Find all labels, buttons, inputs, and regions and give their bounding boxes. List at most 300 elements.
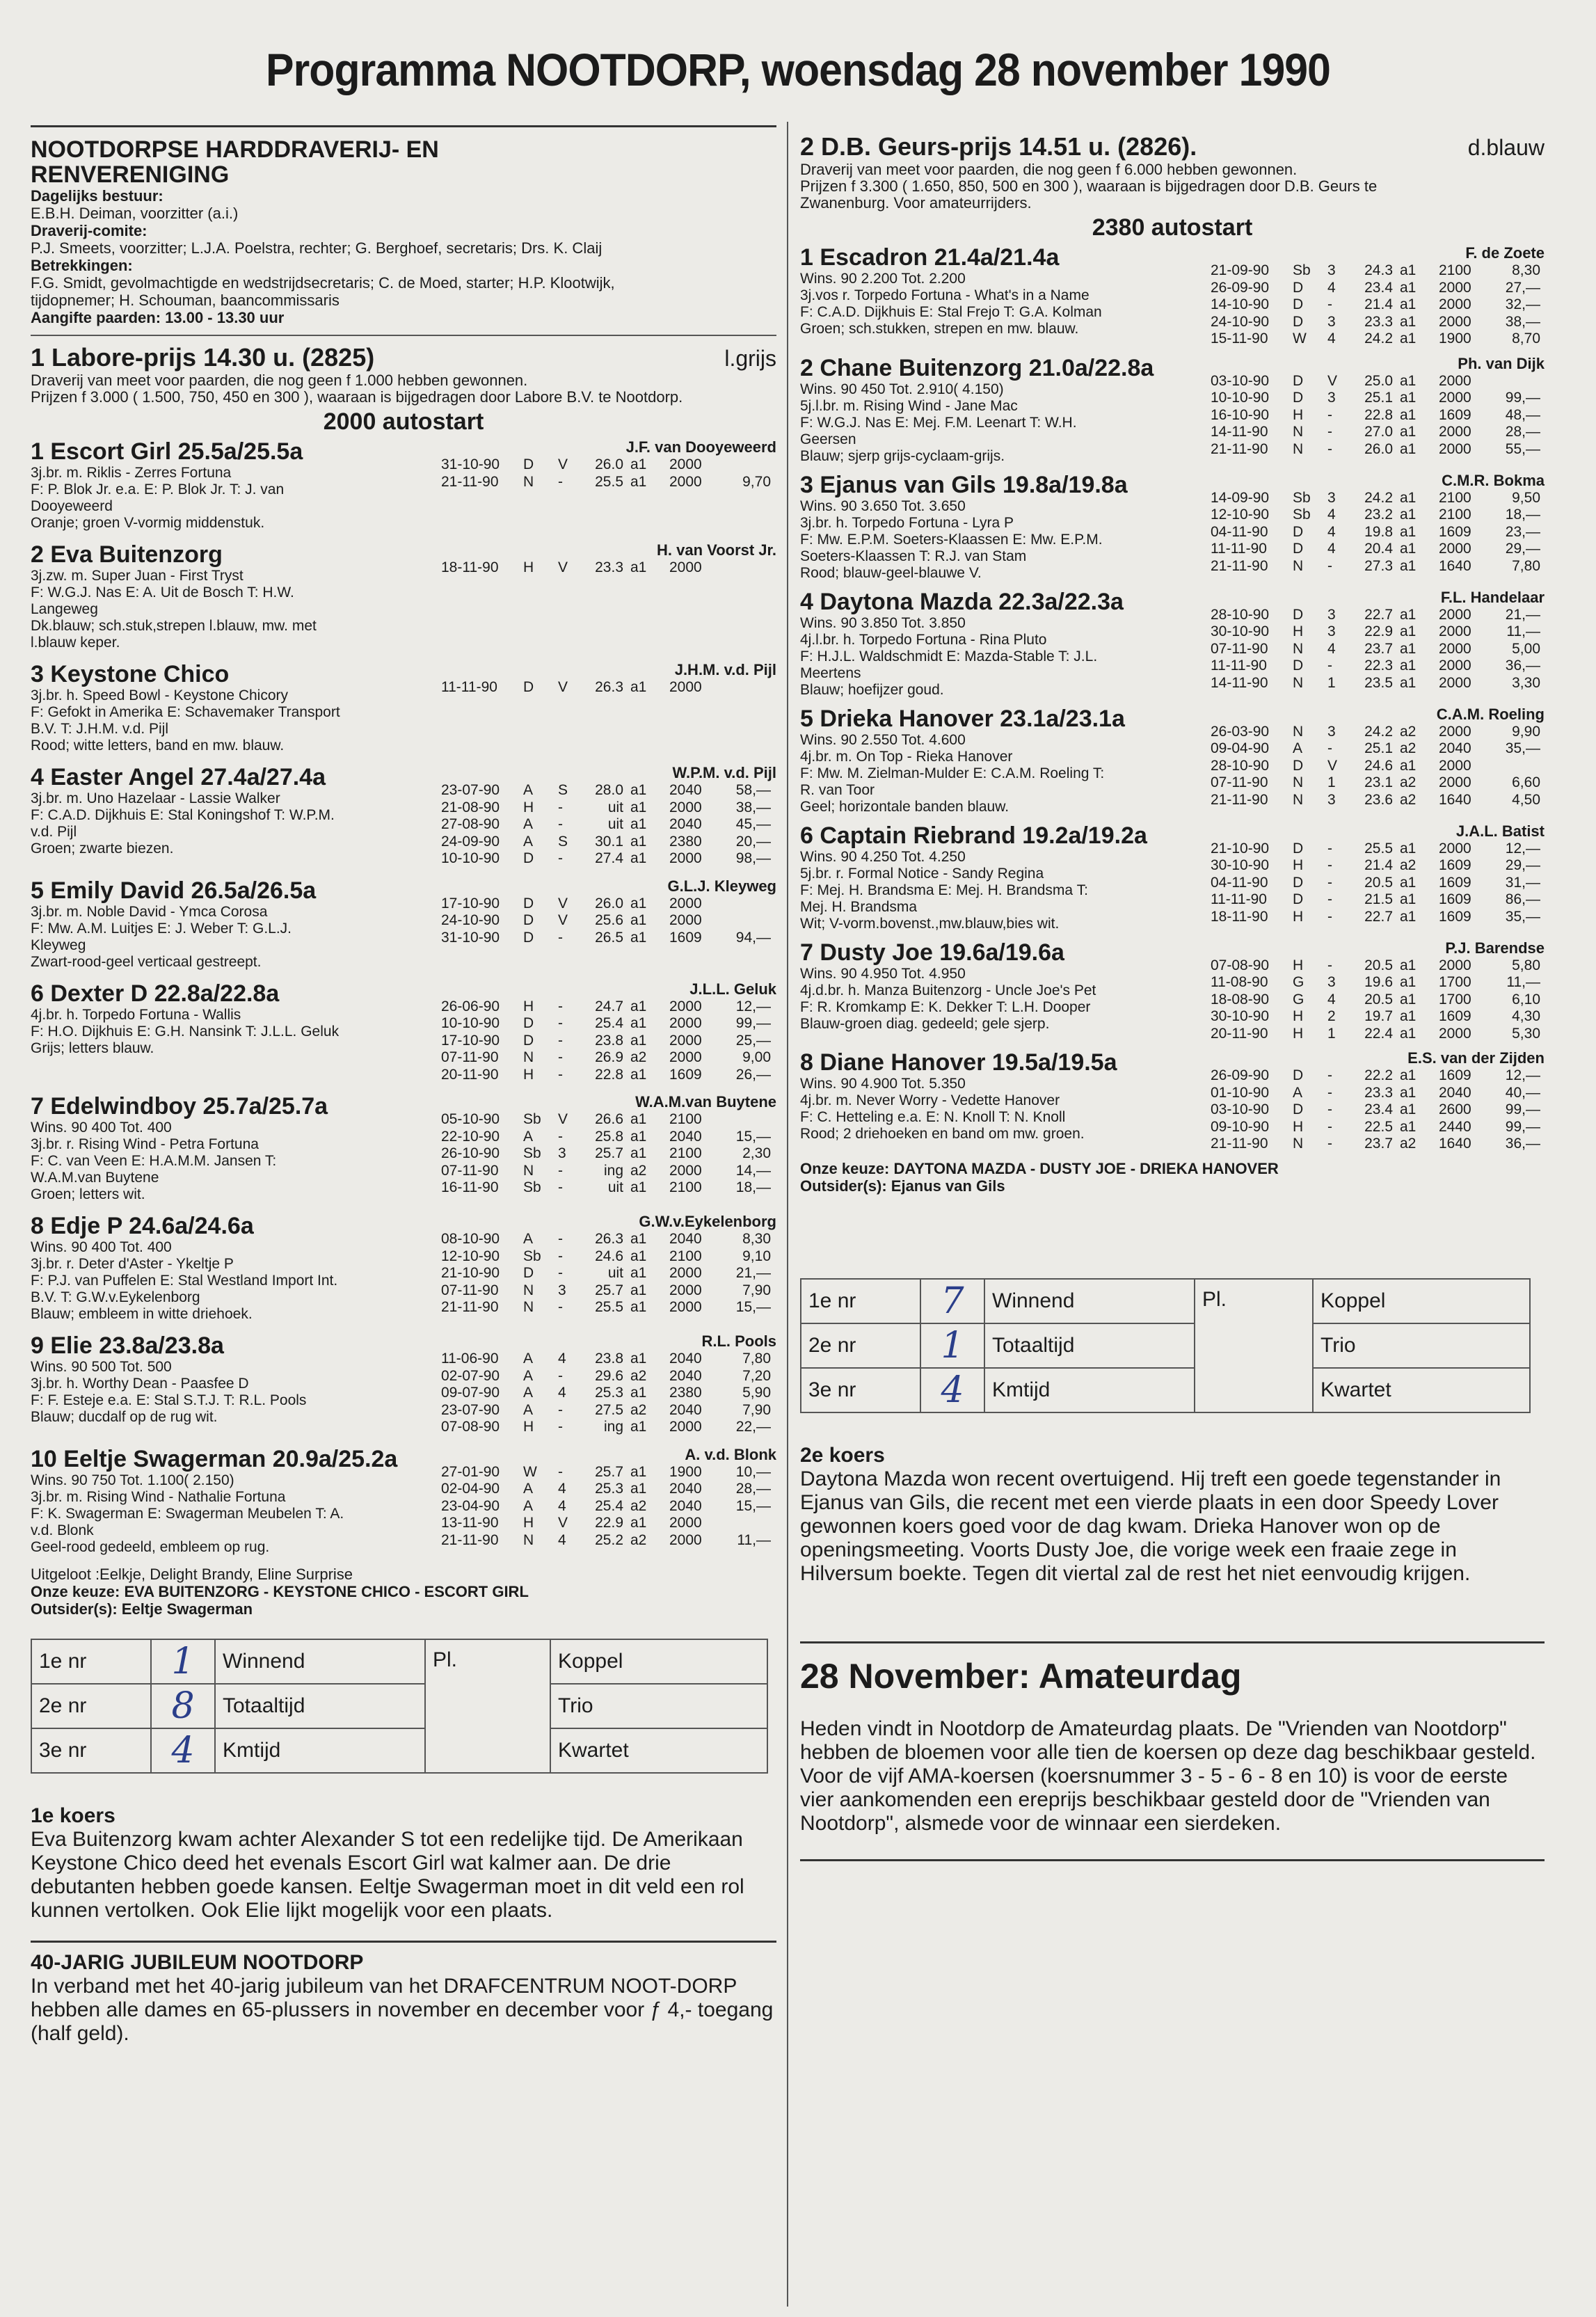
performance-cell: 17-10-90 — [441, 1032, 500, 1049]
performance-cell: 24.3 — [1364, 262, 1393, 278]
position-label: 2e nr — [31, 1684, 151, 1728]
performance-cell: 36,— — [1505, 1136, 1540, 1152]
performance-row — [1211, 407, 1545, 424]
performance-cell: 25.7 — [595, 1282, 623, 1298]
performance-row — [441, 850, 776, 868]
performance-cell: 38,— — [1505, 313, 1540, 330]
horse-entry — [800, 1049, 1545, 1153]
performance-cell: D — [1293, 372, 1304, 389]
performance-cell: 1640 — [1439, 1136, 1471, 1152]
performance-cell: a1 — [630, 1111, 647, 1127]
performance-cell: S — [558, 833, 568, 850]
horse-detail: F: W.G.J. Nas E: A. Uit de Bosch T: H.W. — [31, 584, 294, 600]
race-header — [31, 343, 776, 372]
performance-cell: 22-10-90 — [441, 1128, 500, 1145]
performance-cell: 22.7 — [1364, 908, 1393, 925]
performance-cell: a1 — [1400, 507, 1417, 523]
performance-cell: a2 — [1400, 774, 1417, 790]
performance-cell: 2000 — [669, 799, 702, 815]
performance-cell: a1 — [630, 1066, 647, 1083]
performance-cell: 4 — [1327, 523, 1336, 540]
performance-cell: 25.7 — [595, 1145, 623, 1161]
performance-cell: 08-10-90 — [441, 1231, 500, 1247]
horse-detail: Rood; witte letters, band en mw. blauw. — [31, 738, 285, 754]
performance-cell: 11-11-90 — [1211, 541, 1267, 557]
performance-cell: 26-03-90 — [1211, 723, 1270, 740]
performance-cell: 22.8 — [595, 1066, 623, 1083]
performance-cell: D — [523, 895, 534, 911]
performance-cell: 25.1 — [1364, 740, 1393, 756]
performance-row — [1211, 1008, 1545, 1026]
performance-cell: a1 — [1400, 372, 1417, 389]
performance-cell: a1 — [1400, 489, 1417, 506]
performance-row — [1211, 296, 1545, 314]
performance-cell: 3 — [1327, 623, 1336, 639]
performance-cell: 1609 — [669, 1066, 702, 1083]
performance-cell: uit — [607, 1179, 623, 1195]
performance-row — [441, 456, 776, 474]
performance-cell — [721, 895, 771, 913]
performance-cell: 99,— — [735, 1015, 771, 1031]
onze-keuze: Onze keuze: DAYTONA MAZDA - DUSTY JOE - DRIEKA HANOVER — [800, 1159, 1279, 1177]
performance-cell: - — [558, 1032, 563, 1049]
performance-cell: H — [1293, 1118, 1304, 1135]
performance-cell: a1 — [630, 1385, 647, 1401]
horse-name: 10 Eeltje Swagerman 20.9a/25.2a — [31, 1445, 398, 1472]
horse-detail: W.A.M.van Buytene — [31, 1170, 159, 1186]
performance-row — [441, 799, 776, 817]
performance-row — [441, 834, 776, 851]
performance-cell: V — [558, 559, 568, 575]
rule — [800, 1859, 1545, 1861]
race-1-extra — [31, 1566, 776, 1618]
trainer-name: J.A.L. Batist — [1455, 822, 1545, 840]
performance-cell: 1609 — [1439, 1067, 1471, 1083]
pick-table-race-1 — [31, 1639, 768, 1774]
performance-cell: 8,30 — [742, 1231, 771, 1247]
performance-cell: 27.0 — [1364, 424, 1393, 440]
trainer-name: G.W.v.Eykelenborg — [639, 1213, 776, 1230]
performance-cell: 48,— — [1505, 406, 1540, 423]
horse-performances — [1211, 1049, 1545, 1153]
performance-cell: 23-07-90 — [441, 1401, 500, 1418]
horse-detail: Blauw; embleem in witte driehoek. — [31, 1306, 253, 1322]
performance-cell: 2380 — [669, 833, 702, 850]
performance-cell: 38,— — [735, 799, 771, 815]
performance-row — [1211, 441, 1545, 459]
performance-cell: 2040 — [669, 1351, 702, 1367]
performance-cell: A — [1293, 740, 1303, 756]
performance-cell: 14,— — [735, 1162, 771, 1179]
performance-cell: N — [1293, 640, 1304, 657]
performance-cell: 9,50 — [1512, 489, 1540, 506]
horse-detail: Zwart-rood-geel verticaal gestreept. — [31, 953, 262, 970]
performance-cell: 21-11-90 — [441, 1531, 499, 1548]
performance-row — [1211, 792, 1545, 809]
horse-detail: Groen; zwarte biezen. — [31, 841, 174, 857]
performance-cell: H — [523, 1066, 534, 1083]
pick-row — [801, 1323, 1530, 1368]
performance-cell: 25.3 — [595, 1385, 623, 1401]
performance-row — [441, 895, 776, 913]
horse-detail: Meertens — [800, 664, 861, 681]
performance-row — [441, 1419, 776, 1436]
performance-cell: 15-11-90 — [1211, 331, 1268, 347]
performance-cell: 11-06-90 — [441, 1351, 499, 1367]
jubileum-heading: 40-JARIG JUBILEUM NOOTDORP — [31, 1950, 364, 1974]
performance-cell: 26.6 — [595, 1111, 623, 1127]
koers2-section — [800, 1444, 1545, 1586]
performance-cell: 13-11-90 — [441, 1515, 499, 1531]
performance-cell: N — [523, 1299, 534, 1315]
performance-cell: 2100 — [669, 1111, 702, 1127]
jubileum-text: In verband met het 40-jarig jubileum van het DRAFCENTRUM NOOT-DORP hebben alle dames en 65-plussers in november en december voor ƒ 4,- toegang (half geld). — [31, 1974, 774, 2045]
performance-cell: 18,— — [1505, 507, 1540, 523]
outsider: Outsider(s): Ejanus van Gils — [800, 1177, 1005, 1195]
performance-cell — [721, 679, 771, 696]
performance-cell: a2 — [630, 1049, 647, 1065]
performance-row — [441, 1464, 776, 1481]
performance-cell: - — [558, 1463, 563, 1480]
horse-info — [31, 541, 441, 651]
performance-cell: 07-11-90 — [1211, 640, 1268, 657]
performance-cell: 11-08-90 — [1211, 974, 1268, 990]
trainer-name: J.L.L. Geluk — [689, 980, 776, 998]
performance-cell: N — [1293, 1136, 1304, 1152]
performance-cell: a1 — [1400, 640, 1417, 657]
performance-cell: V — [558, 912, 568, 928]
performance-cell: 10-10-90 — [441, 1015, 500, 1031]
performance-cell: - — [1327, 1118, 1332, 1135]
horse-entry — [31, 541, 776, 651]
performance-cell: 2000 — [1439, 424, 1471, 440]
performance-cell: a1 — [1400, 957, 1417, 973]
performance-cell: 24.6 — [595, 1248, 623, 1264]
performance-cell: 23.3 — [1364, 313, 1393, 330]
performance-cell: - — [1327, 874, 1332, 891]
performance-cell: - — [558, 1049, 563, 1065]
performance-cell: 26.0 — [595, 456, 623, 472]
horse-detail: F: Mw. A.M. Luitjes E: J. Weber T: G.L.J. — [31, 920, 292, 937]
performance-cell: 1700 — [1439, 974, 1471, 990]
performance-cell: a1 — [630, 1282, 647, 1298]
performance-cell: 94,— — [735, 929, 771, 946]
performance-cell: 21-09-90 — [1211, 262, 1270, 278]
performance-cell: 12,— — [1505, 840, 1540, 857]
performance-row — [441, 782, 776, 799]
horse-performances — [441, 1446, 776, 1556]
performance-cell: 26.0 — [1364, 440, 1393, 457]
horse-info — [800, 822, 1211, 932]
trainer-name: H. van Voorst Jr. — [657, 541, 776, 559]
performance-cell: 2000 — [669, 1531, 702, 1548]
performance-cell: V — [1327, 757, 1338, 774]
org-line — [31, 239, 776, 257]
performance-row — [441, 1248, 776, 1266]
performance-cell: a1 — [1400, 908, 1417, 925]
horse-detail: Kleyweg — [31, 937, 86, 953]
performance-cell: V — [1327, 372, 1338, 389]
performance-cell: 2000 — [669, 895, 702, 911]
performance-cell: 24-09-90 — [441, 833, 500, 850]
performance-cell: - — [1327, 296, 1332, 312]
performance-cell: 07-11-90 — [441, 1049, 499, 1065]
horse-detail: F: Mej. H. Brandsma E: Mej. H. Brandsma T: — [800, 882, 1088, 898]
performance-cell: a1 — [630, 1515, 647, 1531]
performance-cell: a2 — [1400, 857, 1417, 873]
performance-cell: 2100 — [1439, 262, 1471, 278]
performance-cell: D — [1293, 658, 1304, 674]
performance-cell: 4 — [1327, 331, 1336, 347]
performance-cell: A — [523, 1481, 534, 1497]
horse-info — [31, 438, 441, 532]
performance-cell: 23.1 — [1364, 774, 1393, 790]
performance-row — [441, 912, 776, 930]
performance-row — [1211, 724, 1545, 741]
horse-info — [800, 472, 1211, 582]
performance-cell: H — [523, 559, 534, 575]
performance-row — [441, 1145, 776, 1163]
horse-info — [31, 661, 441, 754]
performance-cell: S — [558, 782, 568, 798]
performance-cell: a1 — [630, 1265, 647, 1281]
bet-type: Winnend — [984, 1279, 1195, 1323]
performance-cell: - — [1327, 840, 1332, 857]
performance-row — [441, 816, 776, 834]
performance-cell: a1 — [630, 912, 647, 928]
performance-row — [441, 1402, 776, 1419]
performance-cell: A — [1293, 1084, 1303, 1101]
performance-row — [441, 1163, 776, 1180]
horse-detail: 3j.vos r. Torpedo Fortuna - What's in a Name — [800, 287, 1090, 303]
horse-info — [800, 244, 1211, 348]
org-line — [31, 222, 776, 239]
performance-cell: 23,— — [1505, 523, 1540, 540]
performance-cell: 07-11-90 — [441, 1282, 499, 1298]
top-rule — [31, 125, 776, 127]
performance-cell: A — [523, 1401, 534, 1418]
performance-row — [441, 1282, 776, 1300]
performance-cell: 17-10-90 — [441, 895, 500, 911]
horse-performances — [441, 1093, 776, 1203]
performance-cell: 4 — [558, 1385, 566, 1401]
bet-type: Kwartet — [550, 1728, 767, 1773]
performance-cell: 4,30 — [1512, 1008, 1540, 1024]
performance-cell: H — [1293, 857, 1304, 873]
horse-detail: 5j.br. r. Formal Notice - Sandy Regina — [800, 865, 1044, 882]
place-label: Pl. — [425, 1639, 550, 1773]
performance-row — [441, 1129, 776, 1146]
position-label: 1e nr — [801, 1279, 920, 1323]
performance-cell: 11-11-90 — [1211, 658, 1267, 674]
performance-cell: 32,— — [1505, 296, 1540, 312]
performance-cell: 26.3 — [595, 1231, 623, 1247]
performance-cell: A — [523, 1351, 534, 1367]
performance-row — [1211, 262, 1545, 280]
performance-cell: a1 — [630, 1231, 647, 1247]
horse-entry — [800, 589, 1545, 699]
performance-cell: - — [558, 1066, 563, 1083]
performance-cell: a1 — [630, 799, 647, 815]
performance-cell: 1609 — [1439, 523, 1471, 540]
horse-performances — [1211, 244, 1545, 348]
horse-entry — [31, 661, 776, 754]
performance-cell: 23.2 — [1364, 507, 1393, 523]
horse-performances — [441, 541, 776, 651]
performance-cell: Sb — [523, 1145, 541, 1161]
performance-cell: 9,00 — [742, 1049, 771, 1065]
performance-cell: 07-11-90 — [1211, 774, 1268, 790]
performance-row — [441, 1049, 776, 1067]
performance-cell: - — [1327, 908, 1332, 925]
trainer-name: R.L. Pools — [701, 1332, 776, 1350]
performance-cell: a1 — [630, 1463, 647, 1480]
performance-cell: - — [1327, 740, 1332, 756]
performance-cell: a1 — [630, 1248, 647, 1264]
performance-cell: A — [523, 1367, 534, 1384]
performance-cell: a1 — [630, 1299, 647, 1315]
horse-detail: 3j.br. r. Deter d'Aster - Ykeltje P — [31, 1256, 234, 1272]
performance-cell: - — [1327, 424, 1332, 440]
performance-cell: D — [523, 1032, 534, 1049]
performance-cell: a1 — [1400, 623, 1417, 639]
left-column — [31, 125, 776, 2046]
performance-cell: 29,— — [1505, 857, 1540, 873]
performance-cell: a1 — [1400, 991, 1417, 1008]
horse-name: 5 Drieka Hanover 23.1a/23.1a — [800, 705, 1125, 732]
performance-cell: 9,10 — [742, 1248, 771, 1264]
performance-cell: 21-11-90 — [1211, 440, 1268, 457]
horse-performances — [1211, 472, 1545, 582]
performance-cell: N — [523, 1282, 534, 1298]
performance-cell: 2000 — [669, 456, 702, 472]
performance-cell: a2 — [1400, 740, 1417, 756]
performance-cell: 86,— — [1505, 891, 1540, 907]
performance-cell: 2040 — [669, 1401, 702, 1418]
trainer-name: A. v.d. Blonk — [685, 1445, 776, 1463]
performance-row — [1211, 1067, 1545, 1085]
performance-cell: V — [558, 456, 568, 472]
horse-detail: Grijs; letters blauw. — [31, 1040, 154, 1056]
performance-cell: 1640 — [1439, 791, 1471, 808]
horse-info — [800, 939, 1211, 1043]
performance-cell — [721, 1515, 771, 1532]
horse-entry — [800, 822, 1545, 932]
performance-cell: - — [1327, 406, 1332, 423]
bet-type: Koppel — [1313, 1279, 1530, 1323]
performance-cell: 25.6 — [595, 912, 623, 928]
performance-cell: N — [523, 1049, 534, 1065]
horse-detail: 4j.d.br. h. Manza Buitenzorg - Uncle Joe's Pet — [800, 982, 1096, 998]
trainer-name: C.M.R. Bokma — [1442, 471, 1545, 489]
performance-row — [1211, 992, 1545, 1009]
performance-cell: 28-10-90 — [1211, 757, 1270, 774]
performance-cell: N — [1293, 723, 1304, 740]
performance-cell: 2000 — [669, 1032, 702, 1049]
horse-name: 4 Daytona Mazda 22.3a/22.3a — [800, 588, 1124, 615]
performance-cell: 03-10-90 — [1211, 1101, 1270, 1117]
performance-cell: 2000 — [669, 850, 702, 866]
performance-cell: 1609 — [1439, 406, 1471, 423]
performance-cell: a1 — [1400, 757, 1417, 774]
race-header — [800, 132, 1545, 161]
performance-cell: a1 — [1400, 1118, 1417, 1135]
position-label: 2e nr — [801, 1323, 920, 1368]
horse-detail: F: P. Blok Jr. e.a. E: P. Blok Jr. T: J. van — [31, 481, 285, 497]
trainer-name: G.L.J. Kleyweg — [667, 877, 776, 895]
performance-cell: 3,30 — [1512, 674, 1540, 691]
performance-cell: 1 — [1327, 674, 1336, 691]
performance-cell: 2000 — [1439, 674, 1471, 691]
horse-detail: Blauw; ducdalf op de rug wit. — [31, 1409, 218, 1425]
performance-cell: 11-11-90 — [1211, 891, 1267, 907]
performance-cell: 19.6 — [1364, 974, 1393, 990]
koers2-text: Daytona Mazda won recent overtuigend. Hij treft een goede tegenstander in Ejanus van Gils, die recent met een vierde plaats in een door Speedy Lover gewonnen koers goed voor de dag kwam. Drieka Hanover won op de openingsmeeting. Voorts Dusty Joe, die vorige week een fraaie zege in Hilversum boekte. Tegen dit viertal zal de rest het niet eenvoudig krijgen. — [800, 1467, 1501, 1585]
outsider: Outsider(s): Eeltje Swagerman — [31, 1600, 253, 1618]
performance-cell: 2040 — [669, 816, 702, 832]
horse-detail: Blauw; sjerp grijs-cyclaam-grijs. — [800, 447, 1005, 464]
org-block — [31, 137, 776, 326]
performance-row — [1211, 841, 1545, 858]
performance-row — [441, 1179, 776, 1197]
org-line-label: Draverij-comite: — [31, 222, 147, 239]
performance-cell: 30.1 — [595, 833, 623, 850]
performance-cell: 2000 — [669, 1515, 702, 1531]
performance-row — [1211, 957, 1545, 975]
performance-cell: 21-11-90 — [1211, 791, 1268, 808]
performance-cell: 3 — [558, 1282, 566, 1298]
performance-cell: 1609 — [1439, 874, 1471, 891]
race-description: Prijzen f 3.300 ( 1.650, 850, 500 en 300 ), waaraan is bijgedragen door D.B. Geurs te — [800, 177, 1378, 195]
performance-cell: 24-10-90 — [1211, 313, 1270, 330]
performance-cell: H — [523, 998, 534, 1014]
trainer-name: J.F. van Dooyeweerd — [625, 438, 776, 456]
race-2-extra — [800, 1160, 1545, 1195]
performance-cell: 4 — [558, 1481, 566, 1497]
performance-cell: a2 — [1400, 723, 1417, 740]
performance-row — [441, 1299, 776, 1316]
horse-performances — [1211, 939, 1545, 1043]
rule — [31, 1941, 776, 1943]
trainer-name: E.S. van der Zijden — [1407, 1049, 1545, 1067]
org-line — [31, 274, 776, 292]
horse-name: 3 Ejanus van Gils 19.8a/19.8a — [800, 471, 1128, 498]
performance-cell: 5,30 — [1512, 1025, 1540, 1042]
performance-cell: 2000 — [1439, 279, 1471, 296]
org-name: NOOTDORPSE HARDDRAVERIJ- EN RENVERENIGING — [31, 136, 439, 188]
performance-cell: H — [523, 1515, 534, 1531]
performance-cell: 2100 — [669, 1145, 702, 1161]
performance-cell: V — [558, 895, 568, 911]
performance-cell: 2000 — [669, 1015, 702, 1031]
performance-cell: a1 — [1400, 296, 1417, 312]
performance-cell: H — [1293, 1025, 1304, 1042]
performance-cell: 21-11-90 — [1211, 1136, 1268, 1152]
performance-cell: D — [1293, 279, 1304, 296]
performance-cell: 09-10-90 — [1211, 1118, 1270, 1135]
performance-cell: 28.0 — [595, 782, 623, 798]
horse-detail: F: H.J.L. Waldschmidt E: Mazda-Stable T: J.L. — [800, 648, 1098, 664]
performance-row — [441, 1231, 776, 1248]
amateur-heading: 28 November: Amateurdag — [800, 1656, 1242, 1696]
performance-cell: 28,— — [735, 1481, 771, 1497]
performance-row — [1211, 490, 1545, 507]
performance-cell: 25.1 — [1364, 390, 1393, 406]
race-description: Zwanenburg. Voor amateurrijders. — [800, 194, 1032, 212]
performance-cell: 26-09-90 — [1211, 1067, 1270, 1083]
performance-cell: N — [1293, 440, 1304, 457]
performance-cell: 4 — [1327, 541, 1336, 557]
